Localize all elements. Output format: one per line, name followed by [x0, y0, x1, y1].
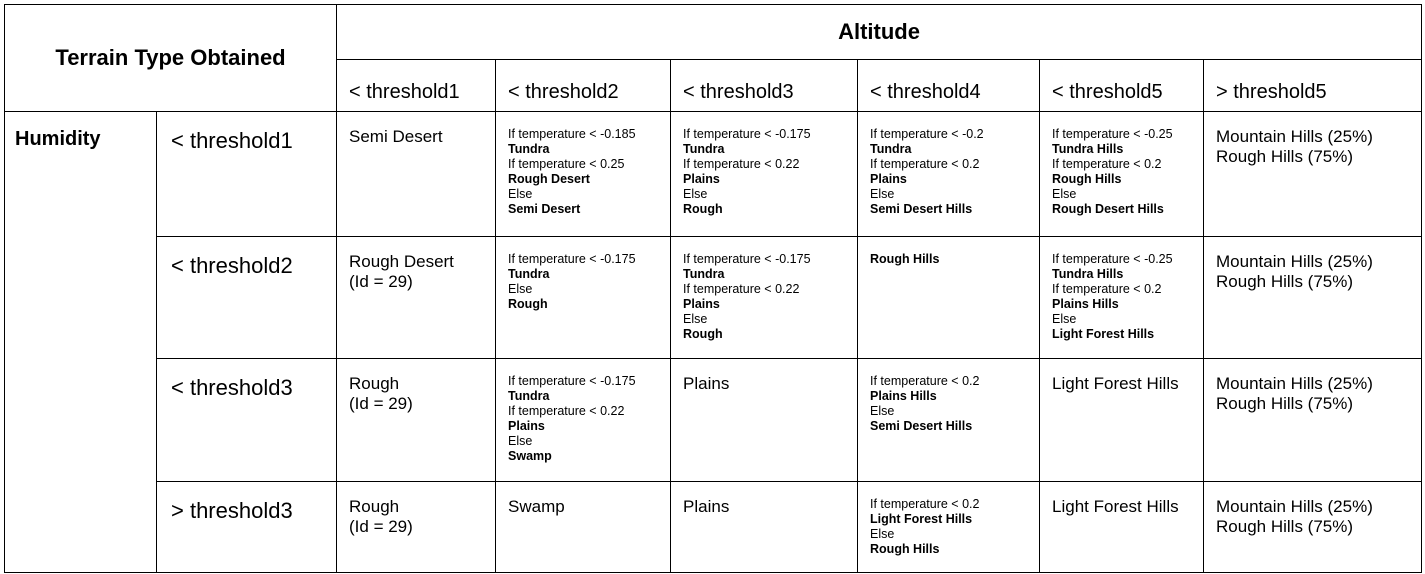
table-cell [1204, 237, 1422, 359]
terrain-result: Tundra [683, 142, 725, 156]
terrain-result: Plains Hills [870, 389, 937, 403]
table-cell [496, 112, 671, 237]
condition-text: If temperature < 0.25 [508, 157, 625, 171]
terrain-label: Mountain Hills (25%) [1216, 497, 1373, 516]
terrain-result: Rough [683, 327, 723, 341]
terrain-label: Rough Desert [349, 252, 454, 271]
row-header: > threshold3 [157, 482, 337, 573]
condition-text: If temperature < 0.22 [683, 282, 800, 296]
table-cell [337, 112, 496, 237]
terrain-result: Tundra Hills [1052, 142, 1124, 156]
terrain-label: Mountain Hills (25%) [1216, 374, 1373, 393]
terrain-result: Rough [508, 297, 548, 311]
table-cell [858, 237, 1040, 359]
corner-header: Terrain Type Obtained [5, 5, 337, 112]
terrain-result: Rough Desert [508, 172, 590, 186]
terrain-result: Plains [683, 172, 720, 186]
table-cell [496, 482, 671, 573]
column-header: < threshold1 [337, 60, 496, 112]
table-cell [858, 112, 1040, 237]
terrain-result: Tundra [683, 267, 725, 281]
humidity-header: Humidity [5, 112, 157, 573]
terrain-label: (Id = 29) [349, 272, 413, 291]
terrain-result: Tundra [508, 267, 550, 281]
altitude-header: Altitude [337, 5, 1422, 60]
table-cell [671, 482, 858, 573]
terrain-result: Semi Desert [508, 202, 581, 216]
terrain-label: Swamp [508, 497, 565, 516]
condition-text: If temperature < -0.2 [870, 127, 984, 141]
table-cell [337, 359, 496, 482]
condition-text: If temperature < 0.2 [870, 374, 980, 388]
table-cell [1040, 359, 1204, 482]
terrain-label: (Id = 29) [349, 394, 413, 413]
condition-text: If temperature < -0.25 [1052, 252, 1173, 266]
table-row [5, 359, 1422, 482]
terrain-result: Rough [683, 202, 723, 216]
condition-text: Else [683, 187, 708, 201]
condition-text: Else [508, 282, 533, 296]
table-cell [1040, 112, 1204, 237]
terrain-result: Plains [508, 419, 545, 433]
header-row-top [5, 5, 1422, 60]
table-cell [496, 359, 671, 482]
terrain-table [4, 4, 1422, 573]
condition-text: Else [683, 312, 708, 326]
column-header: < threshold3 [671, 60, 858, 112]
condition-text: If temperature < 0.2 [1052, 157, 1162, 171]
condition-text: If temperature < -0.185 [508, 127, 636, 141]
terrain-result: Semi Desert Hills [870, 202, 973, 216]
table-row [5, 482, 1422, 573]
row-header: < threshold1 [157, 112, 337, 237]
table-cell [858, 359, 1040, 482]
terrain-result: Tundra [508, 142, 550, 156]
terrain-result: Rough Hills [1052, 172, 1122, 186]
terrain-label: (Id = 29) [349, 517, 413, 536]
column-header: < threshold4 [858, 60, 1040, 112]
table-cell [671, 112, 858, 237]
terrain-result: Plains [870, 172, 907, 186]
condition-text: If temperature < 0.22 [508, 404, 625, 418]
condition-text: If temperature < 0.2 [870, 497, 980, 511]
table-cell [671, 237, 858, 359]
condition-text: If temperature < -0.175 [508, 252, 636, 266]
table-cell [337, 482, 496, 573]
condition-text: If temperature < -0.25 [1052, 127, 1173, 141]
condition-text: If temperature < -0.175 [683, 252, 811, 266]
terrain-label: Rough [349, 497, 400, 516]
table-cell [1204, 112, 1422, 237]
condition-text: If temperature < 0.2 [1052, 282, 1162, 296]
terrain-result: Light Forest Hills [1052, 327, 1155, 341]
terrain-result: Swamp [508, 449, 552, 463]
condition-text: Else [508, 434, 533, 448]
table-row [5, 237, 1422, 359]
terrain-label: Rough Hills (75%) [1216, 147, 1354, 166]
table-cell [1204, 359, 1422, 482]
condition-text: If temperature < -0.175 [508, 374, 636, 388]
table-cell [1040, 237, 1204, 359]
terrain-result: Tundra Hills [1052, 267, 1124, 281]
terrain-label: Rough Hills (75%) [1216, 517, 1354, 536]
terrain-result: Rough Desert Hills [1052, 202, 1164, 216]
table-row [5, 112, 1422, 237]
terrain-label: Plains [683, 374, 730, 393]
table-cell [671, 359, 858, 482]
condition-text: If temperature < 0.2 [870, 157, 980, 171]
terrain-label: Light Forest Hills [1052, 497, 1179, 516]
condition-text: Else [508, 187, 533, 201]
condition-text: Else [1052, 312, 1077, 326]
column-header: < threshold2 [496, 60, 671, 112]
table-cell [1204, 482, 1422, 573]
terrain-label: Plains [683, 497, 730, 516]
terrain-label: Mountain Hills (25%) [1216, 127, 1373, 146]
table-cell [337, 237, 496, 359]
terrain-result: Plains Hills [1052, 297, 1119, 311]
condition-text: Else [870, 187, 895, 201]
table-cell [1040, 482, 1204, 573]
column-header: > threshold5 [1204, 60, 1422, 112]
table-cell [858, 482, 1040, 573]
terrain-result: Tundra [508, 389, 550, 403]
row-header: < threshold2 [157, 237, 337, 359]
terrain-result: Rough Hills [870, 252, 940, 266]
terrain-result: Light Forest Hills [870, 512, 973, 526]
terrain-label: Rough Hills (75%) [1216, 272, 1354, 291]
terrain-label: Semi Desert [349, 127, 443, 146]
condition-text: Else [1052, 187, 1077, 201]
terrain-result: Rough Hills [870, 542, 940, 556]
terrain-label: Rough [349, 374, 400, 393]
condition-text: Else [870, 404, 895, 418]
terrain-result: Tundra [870, 142, 912, 156]
terrain-result: Plains [683, 297, 720, 311]
terrain-label: Rough Hills (75%) [1216, 394, 1354, 413]
condition-text: Else [870, 527, 895, 541]
terrain-label: Light Forest Hills [1052, 374, 1179, 393]
column-header: < threshold5 [1040, 60, 1204, 112]
terrain-label: Mountain Hills (25%) [1216, 252, 1373, 271]
row-header: < threshold3 [157, 359, 337, 482]
table-cell [496, 237, 671, 359]
condition-text: If temperature < 0.22 [683, 157, 800, 171]
terrain-result: Semi Desert Hills [870, 419, 973, 433]
condition-text: If temperature < -0.175 [683, 127, 811, 141]
